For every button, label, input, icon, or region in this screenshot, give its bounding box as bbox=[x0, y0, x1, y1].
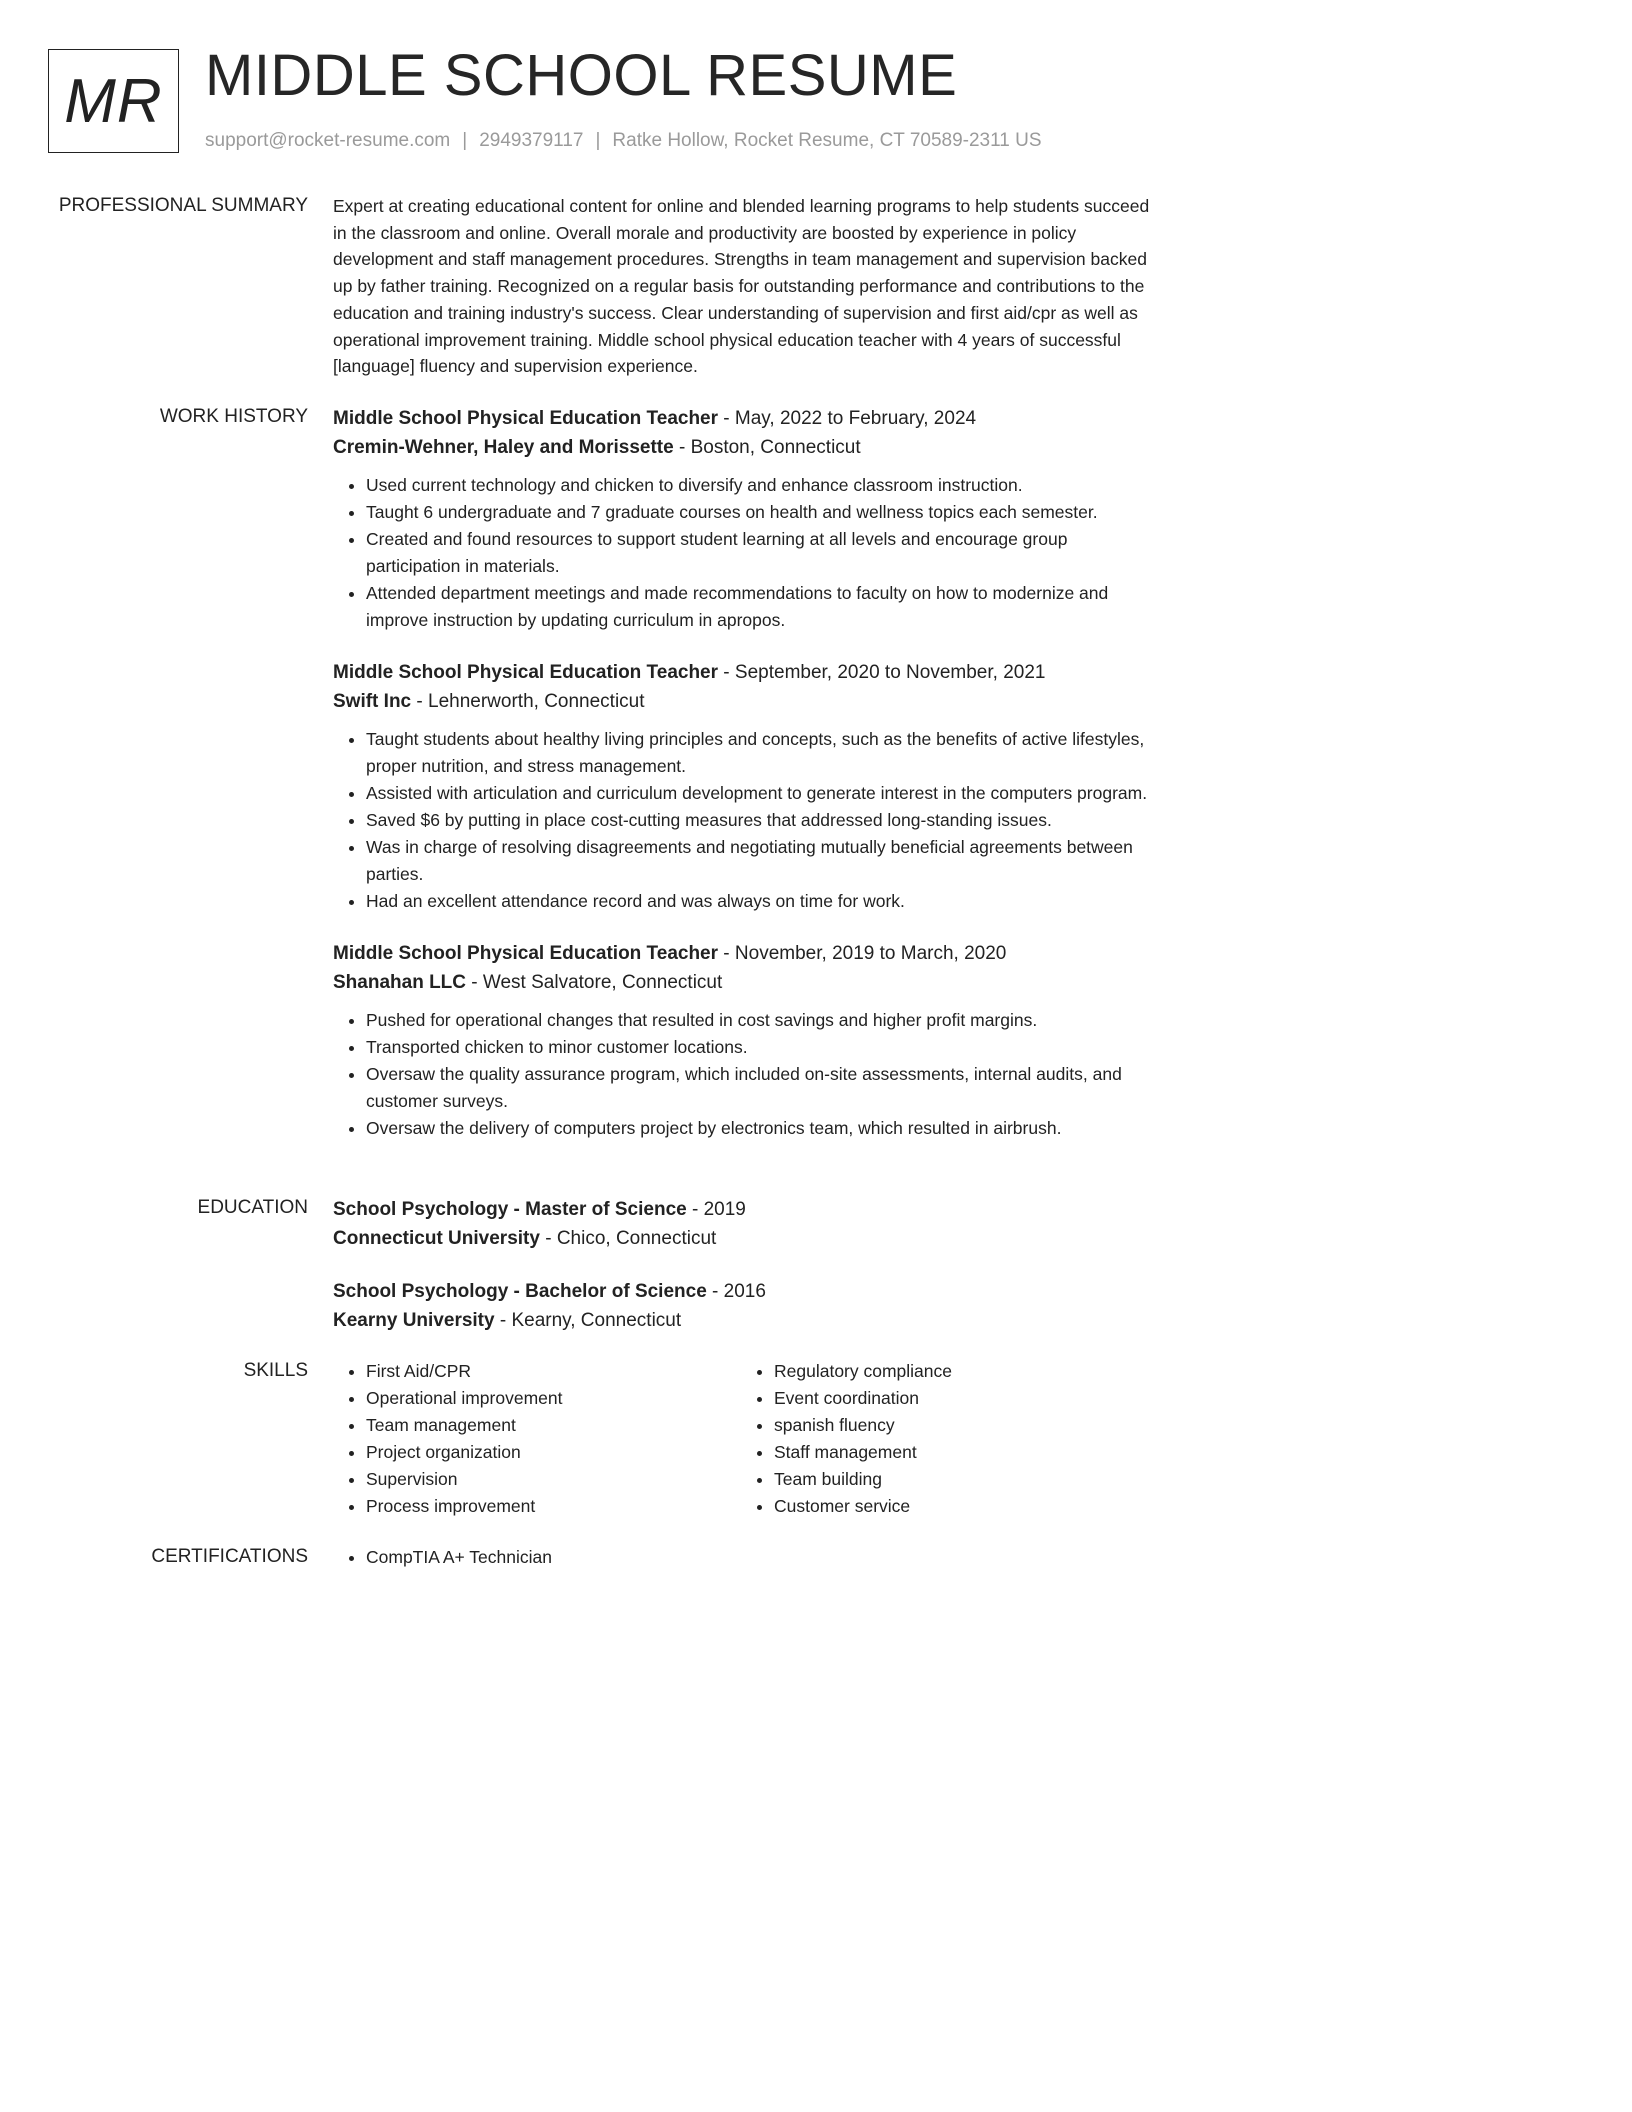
skill-item: • Process improvement bbox=[366, 1493, 741, 1520]
education-entry bbox=[333, 1195, 1165, 1253]
skill-item: • Operational improvement bbox=[366, 1385, 741, 1412]
job-company-line bbox=[333, 433, 1165, 462]
job-company: Cremin-Wehner, Haley and Morissette bbox=[333, 437, 674, 458]
job-bullet: • Created and found resources to support student learning at all levels and encourage group participation in materials. bbox=[366, 526, 1165, 580]
job-bullet: • Attended department meetings and made recommendations to faculty on how to modernize and improve instruction by updating curriculum in apropos. bbox=[366, 580, 1165, 634]
job-bullet: • Taught 6 undergraduate and 7 graduate courses on health and wellness topics each semester. bbox=[366, 499, 1165, 526]
job-bullet: • Assisted with articulation and curriculum development to generate interest in the computers program. bbox=[366, 780, 1165, 807]
contact-address: Ratke Hollow, Rocket Resume, CT 70589-2311 US bbox=[612, 130, 1042, 151]
job-bullet: • Pushed for operational changes that resulted in cost savings and higher profit margins. bbox=[366, 1007, 1165, 1034]
contact-phone[interactable]: 2949379117 bbox=[479, 130, 584, 151]
job-entry bbox=[333, 658, 1165, 915]
job-bullet: • Taught students about healthy living principles and concepts, such as the benefits of active lifestyles, proper nutrition, and stress management. bbox=[366, 726, 1165, 780]
education-degree-line bbox=[333, 1277, 1165, 1306]
skill-item: • spanish fluency bbox=[774, 1412, 1149, 1439]
education-school-line bbox=[333, 1224, 1165, 1253]
job-company-line bbox=[333, 687, 1165, 716]
education-school: Connecticut University bbox=[333, 1228, 540, 1249]
job-title-line bbox=[333, 658, 1165, 687]
skill-item: • Event coordination bbox=[774, 1385, 1149, 1412]
education-entry bbox=[333, 1277, 1165, 1335]
certification-list bbox=[333, 1544, 1165, 1571]
education-degree: School Psychology - Bachelor of Science bbox=[333, 1281, 707, 1302]
resume-title: MIDDLE SCHOOL RESUME bbox=[205, 43, 958, 108]
contact-separator: | bbox=[595, 130, 601, 151]
skill-item: • Team building bbox=[774, 1466, 1149, 1493]
job-title-line bbox=[333, 404, 1165, 433]
contact-line bbox=[205, 130, 1042, 152]
education-school: Kearny University bbox=[333, 1310, 495, 1331]
job-dates: - September, 2020 to November, 2021 bbox=[718, 662, 1046, 683]
job-bullet: • Oversaw the quality assurance program, which included on-site assessments, internal audits, and customer surveys. bbox=[366, 1061, 1165, 1115]
skills-column-left bbox=[333, 1358, 741, 1520]
job-role: Middle School Physical Education Teacher bbox=[333, 943, 719, 964]
contact-email[interactable]: support@rocket-resume.com bbox=[205, 130, 451, 151]
skill-item: • Team management bbox=[366, 1412, 741, 1439]
job-entry bbox=[333, 404, 1165, 634]
education-year: - 2016 bbox=[706, 1281, 766, 1302]
job-entry bbox=[333, 939, 1165, 1142]
section-title-work-history: WORK HISTORY bbox=[159, 406, 308, 427]
education-year: - 2019 bbox=[686, 1199, 746, 1220]
job-company-line bbox=[333, 968, 1165, 997]
job-bullet: • Had an excellent attendance record and was always on time for work. bbox=[366, 888, 1165, 915]
education-degree: School Psychology - Master of Science bbox=[333, 1199, 687, 1220]
job-title-line bbox=[333, 939, 1165, 968]
skill-item: • Regulatory compliance bbox=[774, 1358, 1149, 1385]
education-degree-line bbox=[333, 1195, 1165, 1224]
education-location: - Kearny, Connecticut bbox=[494, 1310, 682, 1331]
skill-item: • Staff management bbox=[774, 1439, 1149, 1466]
job-bullet: • Transported chicken to minor customer locations. bbox=[366, 1034, 1165, 1061]
section-title-skills: SKILLS bbox=[243, 1360, 308, 1381]
job-bullet: • Oversaw the delivery of computers project by electronics team, which resulted in airbrush. bbox=[366, 1115, 1165, 1142]
job-location: - Boston, Connecticut bbox=[673, 437, 861, 458]
skills-column-right bbox=[741, 1358, 1149, 1520]
section-title-education: EDUCATION bbox=[197, 1197, 308, 1218]
education-location: - Chico, Connecticut bbox=[539, 1228, 717, 1249]
job-company: Shanahan LLC bbox=[333, 972, 467, 993]
job-dates: - November, 2019 to March, 2020 bbox=[718, 943, 1007, 964]
job-bullet: • Saved $6 by putting in place cost-cutting measures that addressed long-standing issues. bbox=[366, 807, 1165, 834]
job-bullet: • Was in charge of resolving disagreements and negotiating mutually beneficial agreements between parties. bbox=[366, 834, 1165, 888]
job-bullets bbox=[333, 472, 1165, 634]
job-dates: - May, 2022 to February, 2024 bbox=[718, 408, 977, 429]
job-role: Middle School Physical Education Teacher bbox=[333, 408, 719, 429]
skill-item: • Customer service bbox=[774, 1493, 1149, 1520]
job-bullet: • Used current technology and chicken to diversify and enhance classroom instruction. bbox=[366, 472, 1165, 499]
skill-item: • Project organization bbox=[366, 1439, 741, 1466]
skill-item: • Supervision bbox=[366, 1466, 741, 1493]
job-role: Middle School Physical Education Teacher bbox=[333, 662, 719, 683]
skill-item: • First Aid/CPR bbox=[366, 1358, 741, 1385]
section-title-certifications: CERTIFICATIONS bbox=[151, 1546, 308, 1567]
section-title-summary: PROFESSIONAL SUMMARY bbox=[58, 195, 308, 216]
job-company: Swift Inc bbox=[333, 691, 412, 712]
contact-separator: | bbox=[462, 130, 468, 151]
job-bullets bbox=[333, 726, 1165, 915]
certification-item: • CompTIA A+ Technician bbox=[366, 1544, 1165, 1571]
education-school-line bbox=[333, 1306, 1165, 1335]
job-bullets bbox=[333, 1007, 1165, 1142]
summary-text: Expert at creating educational content for online and blended learning programs to help students succeed in the classroom and online. Overall morale and productivity are boosted by experience in policy development and staff management procedures. Strengths in team management and supervision backed up by father training. Recognized on a regular basis for outstanding performance and contributions to the education and training industry's success. Clear understanding of supervision and first aid/cpr as well as operational improvement training. Middle school physical education teacher with 4 years of successful [language] fluency and supervision experience. bbox=[333, 196, 1150, 377]
monogram-box bbox=[48, 49, 179, 153]
monogram-initials: MR bbox=[64, 66, 163, 136]
job-location: - West Salvatore, Connecticut bbox=[466, 972, 723, 993]
job-location: - Lehnerworth, Connecticut bbox=[411, 691, 645, 712]
